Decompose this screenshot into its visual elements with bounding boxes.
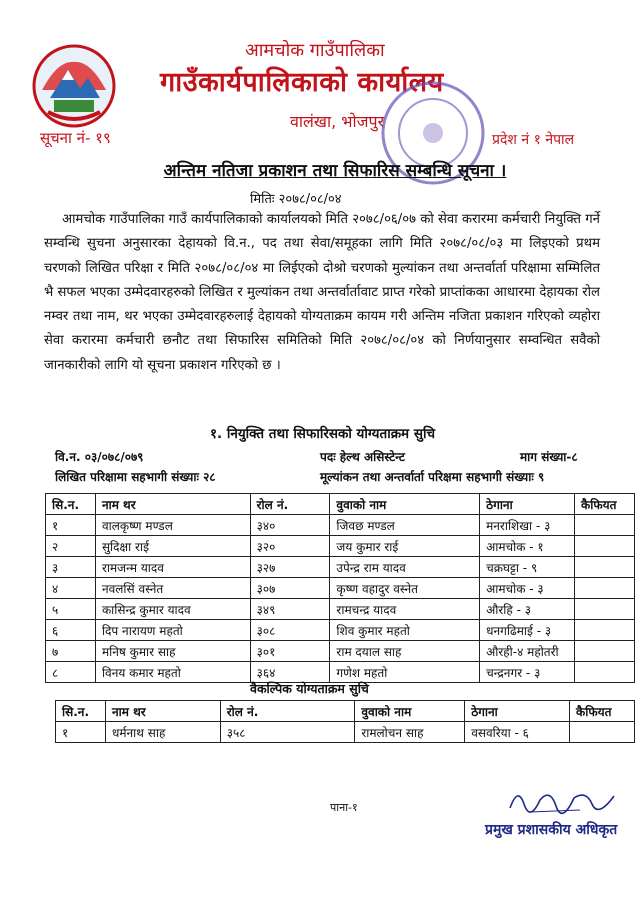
table-row xyxy=(46,536,635,557)
province-label: प्रदेश नं १ नेपाल xyxy=(492,132,575,148)
cell-roll: ३०८ xyxy=(250,620,330,641)
cell-name: विनय कमार महतो xyxy=(95,662,250,683)
cell-remarks xyxy=(575,641,635,662)
column-header: वुवाको नाम xyxy=(330,494,480,515)
cell-sn: २ xyxy=(46,536,96,557)
post-label: पदः हेल्थ असिस्टेन्ट xyxy=(320,450,405,464)
cell-name: वालकृष्ण मण्डल xyxy=(95,515,250,536)
cell-roll: ३५८ xyxy=(220,722,355,743)
column-header: कैफियत xyxy=(570,701,635,722)
cell-sn: ६ xyxy=(46,620,96,641)
cell-remarks xyxy=(575,620,635,641)
cell-sn: ४ xyxy=(46,578,96,599)
cell-address: चक्रघट्टा - ९ xyxy=(480,557,575,578)
cell-father: उपेन्द्र राम यादव xyxy=(330,557,480,578)
table-row xyxy=(46,515,635,536)
page-number: पाना-१ xyxy=(330,801,358,814)
notice-heading: अन्तिम नतिजा प्रकाशन तथा सिफारिस सम्बन्धि सूचना । xyxy=(163,161,507,181)
table-row xyxy=(46,557,635,578)
cell-address: वसवरिया - ६ xyxy=(465,722,570,743)
cell-remarks xyxy=(575,557,635,578)
cell-father: जिवछ मण्डल xyxy=(330,515,480,536)
cell-name: धर्मनाथ साह xyxy=(105,722,220,743)
cell-address: औरहि - ३ xyxy=(480,599,575,620)
cell-remarks xyxy=(575,599,635,620)
vin-label: वि.न. ०३/०७८/०७९ xyxy=(55,450,144,464)
cell-sn: १ xyxy=(56,722,106,743)
cell-name: कासिन्द्र कुमार यादव xyxy=(95,599,250,620)
section1-title: १. नियुक्ति तथा सिफारिसको योग्यताक्रम सुचि xyxy=(210,426,436,442)
column-header: कैफियत xyxy=(575,494,635,515)
cell-father: रामलोचन साह xyxy=(355,722,465,743)
table-header-row xyxy=(46,494,635,515)
written-participant-count: लिखित परिक्षामा सहभागी संख्याः २८ xyxy=(55,470,216,484)
interview-participant-count: मूल्यांकन तथा अन्तर्वार्ता परिक्षमा सहभागी संख्याः ९ xyxy=(320,470,545,484)
org-name-line2: गाउँकार्यपालिकाको कार्यालय xyxy=(160,67,444,98)
cell-address: आमचोक - ३ xyxy=(480,578,575,599)
cell-address: मनराशिखा - ३ xyxy=(480,515,575,536)
cell-remarks xyxy=(575,536,635,557)
cell-sn: १ xyxy=(46,515,96,536)
table-row xyxy=(46,641,635,662)
org-address: वालंखा, भोजपुर xyxy=(290,112,385,131)
notice-number: सूचना नं- १९ xyxy=(40,129,111,147)
signer-title: प्रमुख प्रशासकीय अधिकृत xyxy=(485,822,618,838)
demand-count: माग संख्या-८ xyxy=(520,450,578,464)
nepal-emblem-logo xyxy=(28,40,120,132)
notice-date: मितिः २०७८/०८/०४ xyxy=(250,192,342,207)
org-name-line1: आमचोक गाउँपालिका xyxy=(245,40,385,61)
cell-name: दिप नारायण महतो xyxy=(95,620,250,641)
cell-father: जय कुमार राई xyxy=(330,536,480,557)
cell-father: राम दयाल साह xyxy=(330,641,480,662)
cell-father: शिव कुमार महतो xyxy=(330,620,480,641)
cell-name: सुदिक्षा राई xyxy=(95,536,250,557)
cell-sn: ३ xyxy=(46,557,96,578)
cell-name: नवलसिं वस्नेत xyxy=(95,578,250,599)
cell-sn: ८ xyxy=(46,662,96,683)
column-header: रोल नं. xyxy=(220,701,355,722)
notice-body: आमचोक गाउँपालिका गाउँ कार्यपालिकाको कार्यालयको मिति २०७८/०६/०७ को सेवा करारमा कर्मचारी नियुक्ति गर्ने सम्वन्धि सुचना अनुसारका देहायको वि.न., पद तथा सेवा/समूहका लागि मिति २०७८/०८/०३ मा लिइएको प्रथम चरणको लिखित परिक्षा र मिति २०७८/०८/०४ मा लिईएको दोश्रो चरणको मुल्यांकन तथा अन्तर्वार्ता परिक्षामा सम्मिलित भै सफल भएका उम्मेदवारहरुको लिखित र मुल्यांकन तथा अन्तर्वार्तावाट प्राप्त गरेको प्राप्तांकका आधारमा देहायका रोल नम्वर तथा नाम, थर भएका उम्मेदवारहरुलाई देहायको योग्यताक्रम कायम गरी अन्तिम नजिता प्रकाशन गरिएको व्यहोरा सेवा करारमा कर्मचारी छनौट तथा सिफारिस समितिको मिति २०७८/०८/०४ को निर्णयानुसार सम्वन्धित सवैको जानकारीको लागि यो सूचना प्रकाशन गरिएको छ । xyxy=(44,212,600,373)
section2-title: वैकल्पिक योग्यताक्रम सुचि xyxy=(250,681,369,696)
cell-remarks xyxy=(575,578,635,599)
table-header-row xyxy=(56,701,635,722)
cell-name: रामजन्म यादव xyxy=(95,557,250,578)
cell-roll: ३२० xyxy=(250,536,330,557)
column-header: ठेगाना xyxy=(465,701,570,722)
cell-father: गणेश महतो xyxy=(330,662,480,683)
column-header: नाम थर xyxy=(95,494,250,515)
cell-father: कृष्ण वहादुर वस्नेत xyxy=(330,578,480,599)
cell-remarks xyxy=(575,515,635,536)
column-header: नाम थर xyxy=(105,701,220,722)
column-header: वुवाको नाम xyxy=(355,701,465,722)
cell-father: रामचन्द्र यादव xyxy=(330,599,480,620)
table-row xyxy=(56,722,635,743)
cell-roll: ३०१ xyxy=(250,641,330,662)
column-header: रोल नं. xyxy=(250,494,330,515)
cell-remarks xyxy=(575,662,635,683)
alternate-list-table xyxy=(55,700,635,743)
cell-roll: ३४० xyxy=(250,515,330,536)
table-row xyxy=(46,578,635,599)
cell-roll: ३२७ xyxy=(250,557,330,578)
signature-image xyxy=(500,780,620,820)
cell-sn: ५ xyxy=(46,599,96,620)
cell-name: मनिष कुमार साह xyxy=(95,641,250,662)
cell-roll: ३६४ xyxy=(250,662,330,683)
cell-address: आमचोक - १ xyxy=(480,536,575,557)
cell-roll: ३४९ xyxy=(250,599,330,620)
cell-address: धनगढिमाई - ३ xyxy=(480,620,575,641)
table-row xyxy=(46,620,635,641)
cell-remarks xyxy=(570,722,635,743)
cell-address: चन्द्रनगर - ३ xyxy=(480,662,575,683)
cell-address: औरही-४ महोतरी xyxy=(480,641,575,662)
merit-list-table xyxy=(45,493,635,683)
column-header: सि.न. xyxy=(56,701,106,722)
column-header: ठेगाना xyxy=(480,494,575,515)
table-row xyxy=(46,599,635,620)
cell-sn: ७ xyxy=(46,641,96,662)
column-header: सि.न. xyxy=(46,494,96,515)
cell-roll: ३०७ xyxy=(250,578,330,599)
